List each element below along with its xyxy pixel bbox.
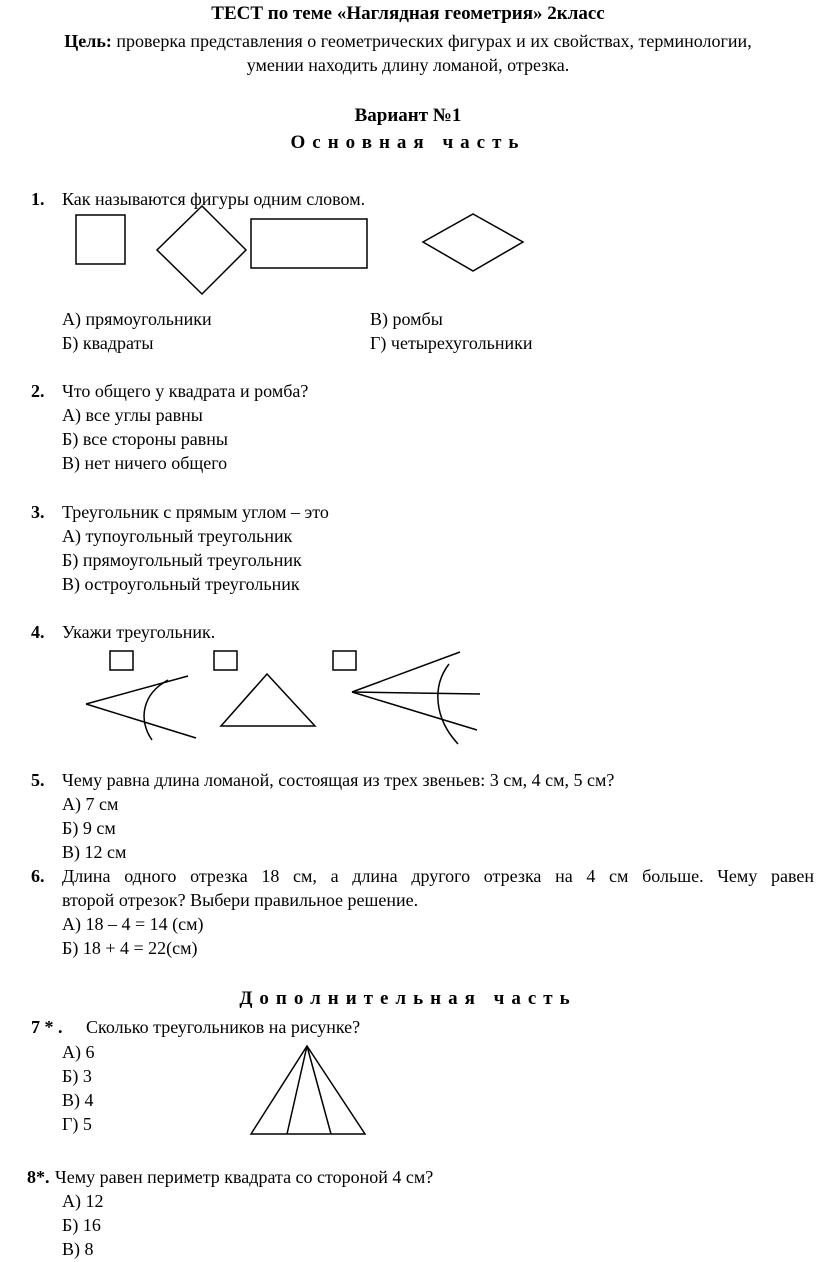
question-4-text: Укажи треугольник. [62, 622, 216, 642]
extra-part-title: Дополнительная часть [239, 988, 577, 1009]
question-6-number: 6. [31, 866, 45, 886]
page-title: ТЕСТ по теме «Наглядная геометрия» 2класс [211, 3, 605, 24]
question-8-option-a: А) 12 [62, 1191, 104, 1211]
question-8-number: 8*. [27, 1167, 50, 1187]
question-2-option-a: А) все углы равны [62, 405, 203, 425]
question-3-option-c: В) остроугольный треугольник [62, 574, 300, 594]
question-2-option-b: Б) все стороны равны [62, 429, 228, 449]
question-5-option-c: В) 12 см [62, 842, 127, 862]
question-7-option-d: Г) 5 [62, 1114, 92, 1134]
goal-label: Цель: [64, 31, 112, 51]
variant-title: Вариант №1 [354, 105, 462, 126]
question-1-option-b: Б) квадраты [62, 333, 154, 353]
question-4-number: 4. [31, 622, 45, 642]
question-1-text: Как называются фигуры одним словом. [62, 189, 366, 209]
question-6-option-a: А) 18 – 4 = 14 (см) [62, 914, 204, 934]
question-7-text: Сколько треугольников на рисунке? [86, 1017, 361, 1037]
question-7-option-c: В) 4 [62, 1090, 94, 1110]
question-3-option-b: Б) прямоугольный треугольник [62, 550, 302, 570]
goal-line-2: умении находить длину ломаной, отрезка. [246, 55, 570, 75]
question-2-option-c: В) нет ничего общего [62, 453, 228, 473]
question-1-option-c: В) ромбы [370, 309, 443, 329]
question-5-number: 5. [31, 770, 45, 790]
question-5-option-b: Б) 9 см [62, 818, 116, 838]
question-7-option-b: Б) 3 [62, 1066, 92, 1086]
question-6-option-b: Б) 18 + 4 = 22(см) [62, 938, 198, 958]
question-2-number: 2. [31, 381, 45, 401]
question-1-option-a: А) прямоугольники [62, 309, 212, 329]
question-1-number: 1. [31, 189, 45, 209]
question-6-text-1: Длина одного отрезка 18 см, а длина другого отрезка на 4 см больше. Чему равен [62, 866, 814, 886]
question-7-number: 7 * . [31, 1017, 63, 1037]
question-1-option-d: Г) четырехугольники [370, 333, 533, 353]
goal-text-1: проверка представления о геометрических фигурах и их свойствах, терминологии, [111, 31, 752, 51]
question-8-option-c: В) 8 [62, 1239, 94, 1259]
question-7-option-a: А) 6 [62, 1042, 95, 1062]
question-5-text: Чему равна длина ломаной, состоящая из трех звеньев: 3 см, 4 см, 5 см? [62, 770, 615, 790]
question-3-text: Треугольник с прямым углом – это [62, 502, 329, 522]
main-part-title: Основная часть [290, 132, 526, 153]
question-5-option-a: А) 7 см [62, 794, 119, 814]
question-6-text-2: второй отрезок? Выбери правильное решение. [62, 890, 419, 910]
question-3-option-a: А) тупоугольный треугольник [62, 526, 293, 546]
question-8-text: Чему равен периметр квадрата со стороной 4 см? [55, 1167, 434, 1187]
question-3-number: 3. [31, 502, 45, 522]
question-8-option-b: Б) 16 [62, 1215, 101, 1235]
question-2-text: Что общего у квадрата и ромба? [62, 381, 309, 401]
